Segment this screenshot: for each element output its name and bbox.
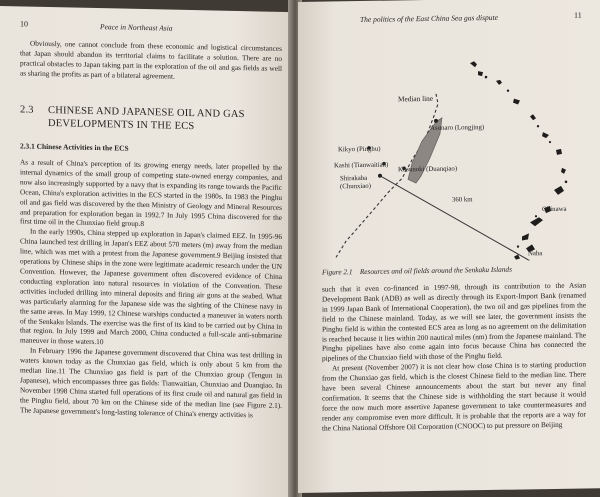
- text-body-left: [20, 157, 282, 420]
- page-number-left: 10: [20, 19, 28, 29]
- section-number: 2.3: [20, 104, 34, 116]
- kashi-label: Kashi (Tianwaitian): [334, 161, 389, 170]
- running-head-right: The politics of the East China Sea gas dispute: [360, 12, 498, 25]
- senkaku-map: [318, 39, 588, 263]
- page-number-right: 11: [574, 10, 582, 20]
- shirakaba-label: Shirakaba: [340, 174, 368, 183]
- shirakaba-point: [378, 174, 382, 178]
- paragraph: In February 1996 the Japanese government discovered that China was test drilling in waters known today as the Chunxiao gas field, which is only about 5 km from the median line.11 The Chunxiao gas field is part of the Chunxiao group (Tengun in Japanese), which encompasses three gas fields: Tianwaitian, Chunxiao and Duanqiao. In November 1998 China started full operations of its first crude oil and natural gas field in the Pinghu field, about 70 km on the Chinese side of the median line (see Figure 2.1). The Japanese government's long-lasting tolerance of China's energy activities is: [20, 345, 282, 419]
- distance-label: 360 km: [452, 196, 473, 204]
- figure-number: Figure 2.1: [322, 267, 353, 277]
- paragraph: As a result of China's perception of its growing energy needs, later propelled by the internal dynamics of the small group of competing state-owned energy companies, and now also increasingly supported by a navy that is expanding its range towards the Pacific Ocean, China's exploration activities in the ECS started in the 1980s. In 1983 the Pinghu oil and gas field was discovered by the then Ministry of Geology and Mineral Resources and preparation for exploration began in 1992.7 In July 1995 China discovered for the first time oil in the Chunxiao field group.8: [20, 157, 282, 229]
- naha-label: Naha: [528, 250, 543, 258]
- paragraph: such that it even co-financed in 1997-98, through its contribution to the Asian Development Bank (ADB) as well as directly through its Export-Import Bank (renamed in 1999 Japan Bank of International Cooperation), the two oil and gas pipelines from the field to the Chinese mainland. Today, as we will see later, the government insists the Pinghu field is within the contested ECS area as long as no agreement on the delimitation is reached because it lies within 200 nautical miles (nm) from the Japanese mainland. The Pinghu pipelines have also come again into focus because China has connected the pipelines of the Chunxiao field with those of the Pinghu field.: [322, 280, 586, 363]
- paragraph: At present (November 2007) it is not clear how close China is to starting production from the Chunxiao gas field, which is the closest Chinese field to the median line. There have been several Chinese announcements about the start but never any final confirmation. It seems that the Chinese side is withholding the start because it would force the now much more assertive Japanese government to take countermeasures and render any compromise even more difficult. It is probable that the reports are a way for the China National Offshore Oil Corporation (CNOOC) to put pressure on Beijing: [322, 359, 586, 433]
- right-page: [298, 0, 600, 493]
- chunxiao-label: (Chunxiao): [340, 182, 371, 191]
- figure-caption-text: Resources and oil fields around the Senkaku Islands: [359, 264, 512, 277]
- text-body-right: [322, 280, 586, 433]
- paragraph: In the early 1990s, China stepped up exploration in Japan's claimed EEZ. In 1995-96 China launched test drilling in Japan's EEZ about 570 meters (m) away from the median line, which was met with a protest from the Japanese government.9 Beijing insisted that operations by Chinese ships in the zone were legitimate academic research under the UN Convention. However, the Japanese government often discovered evidence of China conducting exploration into natural resources in violation of the Convention. These activities included drilling into mineral deposits and firing air guns at the seabed. What was particularly alarming for the Japanese side was the sighting of the Chinese navy in the same areas. In May 1999, 12 Chinese warships conducted a maneuver in waters north of the Senkaku Islands. The exercise was the first of its kind to be carried out by China in that region. In July 1999 and March 2000, China conducted a full-scale anti-submarine maneuver in those waters.10: [20, 226, 282, 347]
- kikyo-label: Kikyo (Pinghu): [338, 145, 381, 154]
- section-title: CHINESE AND JAPANESE OIL AND GAS DEVELOPMENTS IN THE ECS: [48, 105, 245, 133]
- top-paragraph: Obviously, one cannot conclude from these economic and logistical circumstances that Japan should abandon its territorial claims to facilitate a solution. There are no practical obstacles to Japan taking part in the exploration of the oil and gas fields as well as sharing the profits as part of a bilateral agreement.: [20, 38, 282, 81]
- median-line-label: Median line: [398, 93, 434, 104]
- figure-caption: [322, 265, 512, 277]
- subsection-heading: 2.3.1 Chinese Activities in the ECS: [20, 141, 129, 153]
- kusunoki-label: Kusunoki (Duanqiao): [398, 165, 458, 174]
- left-page: [0, 6, 292, 497]
- asunaro-label: Asunaro (Longjing): [430, 124, 485, 132]
- running-head-left: Peace in Northeast Asia: [100, 22, 173, 33]
- okinawa-label: Okinawa: [542, 205, 567, 214]
- distance-line: [380, 173, 536, 263]
- island-chain: [470, 60, 567, 261]
